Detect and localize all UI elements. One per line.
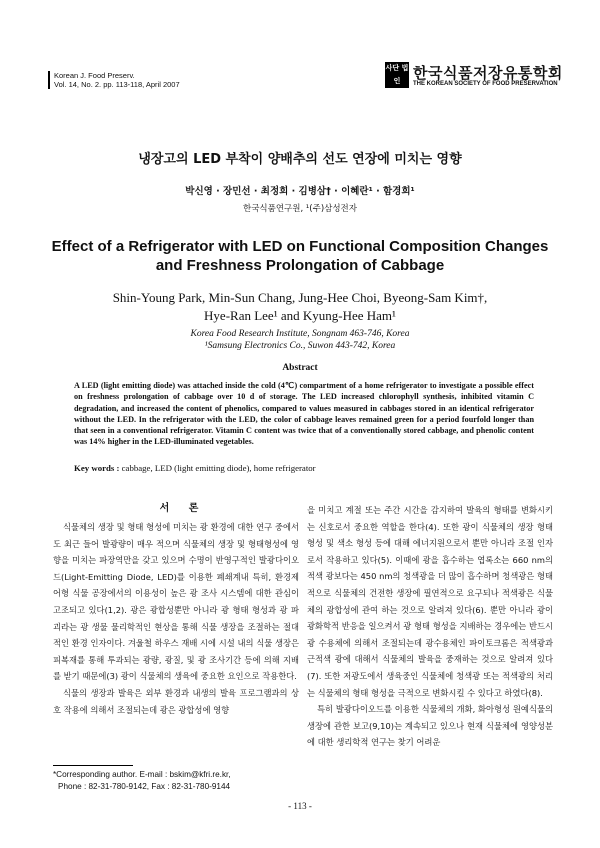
title-english-line1: Effect of a Refrigerator with LED on Functional Composition Changes <box>51 238 549 255</box>
footnote-email: *Corresponding author. E-mail : bskim@kfri.re.kr, <box>53 770 231 779</box>
keywords-label: Key words : <box>74 463 120 473</box>
title-english <box>0 237 600 275</box>
footnote-phone: Phone : 82-31-780-9142, Fax : 82-31-780-9144 <box>58 782 231 791</box>
abstract-text: A LED (light emitting diode) was attached inside the cold (4℃) compartment of a home refrigerator to investigate a possible effect on freshness prolongation of cabbage over 10 d of storage. The LED increased chlorophyll synthesis, inhibited vitamin C degradation, and increased the content of phenolics, compared to values measured in cabbages stored in an identical refrigerator without the LED. In the refrigerator with the LED, the color of cabbage leaves remained green for a period fourfold longer than that seen in a conventional refrigerator. Vitamin C content was twice that of a conventionally stored cabbage, and phenolic content was 14% higher in the LED-illuminated vegetables. <box>74 381 534 447</box>
paragraph: 식물체의 생장 및 형태 형성에 미치는 광 환경에 대한 연구 중에서도 최근 들어 발광량이 매우 적으며 식물체의 생장 및 형태형성에 영향을 미치는 파장역만을 갖고 있으며 수명이 반영구적인 발광다이오드(Light-Emitting Diode, LED)를 이용한 폐쇄계내 특히, 환경제어형 식물 공장에서의 이용성이 높은 광 조사 시스템에 대한 관심이 고조되고 있다(1,2). 광은 광합성뿐만 아니라 광 형태 형성과 광 파괴라는 광 생물 물리학적인 현상을 통해 식물 생장을 조절하는 절대적인 환경 인자이다. 겨울철 하우스 재배 시에 시설 내의 식물 생장은 피복재를 통해 투과되는 광량, 광질, 및 광 조사기간 등에 의해 지배를 받기 때문에(3) 광이 식물체의 생육에 중요한 요인으로 작용한다. <box>53 522 299 682</box>
journal-volume: Vol. 14, No. 2. pp. 113-118, April 2007 <box>54 80 180 89</box>
society-name-korean: 한국식품저장유통학회 <box>413 64 563 82</box>
title-english-line2: and Freshness Prolongation of Cabbage <box>155 257 445 274</box>
authors-english-line2: Hye-Ran Lee¹ and Kyung-Hee Ham¹ <box>204 308 396 323</box>
paragraph: 을 미치고 계절 또는 주간 시간을 감지하여 발육의 형태를 변화시키는 신호로서 중요한 역할을 한다(4). 또한 광이 식물체의 생장 형태 형성 및 색소 형성 등에 대해 에너지원으로서 뿐만 아니라 조절 인자로서 작용하고 있다(5). 이때에 광을 흡수하는 엽록소는 660 nm의 적색 광보다는 450 nm의 청색광을 더 많이 흡수하며 청색광은 형태적으로 식물체의 건전한 생장에 필연적으로 요구되나 적색광은 식물체의 광합성에 관여 하는 것으로 알려져 있다(6). 뿐만 아니라 광이 광화학적 반응을 일으켜서 광 형태 형성을 지배하는 경우에는 반드시 광 수용체에 의해서 조절되는데 광수용체인 파이토크롬은 적색광과 근적색 광에 대해서 식물체의 발육을 중재하는 것으로 알려져 있다(7). 또한 저광도에서 생육중인 식물체에 청색광 또는 적색광의 처리는 식물체의 형태 형성을 극적으로 변화시킬 수 있다고 하였다(8). <box>307 505 553 698</box>
keywords <box>74 463 316 473</box>
keywords-text: cabbage, LED (light emitting diode), home refrigerator <box>119 463 316 473</box>
authors-korean: 박신영 · 장민선 · 최정희 · 김병삼† · 이혜란¹ · 함경희¹ <box>185 186 415 197</box>
affiliation-korean: 한국식품연구원, ¹(주)삼성전자 <box>243 204 357 214</box>
journal-citation <box>48 71 180 89</box>
society-name-english: THE KOREAN SOCIETY OF FOOD PRESERVATION <box>413 81 558 87</box>
society-logo <box>383 62 563 90</box>
section-heading-introduction: 서 론 <box>159 503 207 514</box>
abstract-heading: Abstract <box>282 363 318 373</box>
body-column-right <box>307 502 553 751</box>
authors-english <box>0 289 600 325</box>
title-korean: 냉장고의 LED 부착이 양배추의 선도 연장에 미치는 영향 <box>138 152 462 167</box>
page-number: - 113 - <box>288 801 312 811</box>
affiliation-english-line1: Korea Food Research Institute, Songnam 463-746, Korea <box>190 329 410 339</box>
affiliation-english-line2: ¹Samsung Electronics Co., Suwon 443-742, Korea <box>204 341 396 351</box>
society-emblem: 사단 법인 <box>385 62 409 88</box>
body-column-left <box>53 519 299 718</box>
journal-name: Korean J. Food Preserv. <box>54 71 135 80</box>
authors-english-line1: Shin-Young Park, Min-Sun Chang, Jung-Hee Choi, Byeong-Sam Kim†, <box>112 290 488 305</box>
paragraph: 식물의 생장과 발육은 외부 환경과 내생의 발육 프로그램과의 상호 작용에 의해서 조절되는데 광은 광합성에 영향 <box>53 687 299 715</box>
affiliation-english <box>0 328 600 352</box>
footnote <box>53 769 231 793</box>
footnote-divider <box>53 765 133 766</box>
paragraph: 특히 발광다이오드를 이용한 식물체의 개화, 화아형성 원예식물의 생장에 관한 보고(9,10)는 계속되고 있으나 현재 식물체에 영양성분에 대한 생리학적 연구는 찾기 어려운 <box>307 704 553 748</box>
